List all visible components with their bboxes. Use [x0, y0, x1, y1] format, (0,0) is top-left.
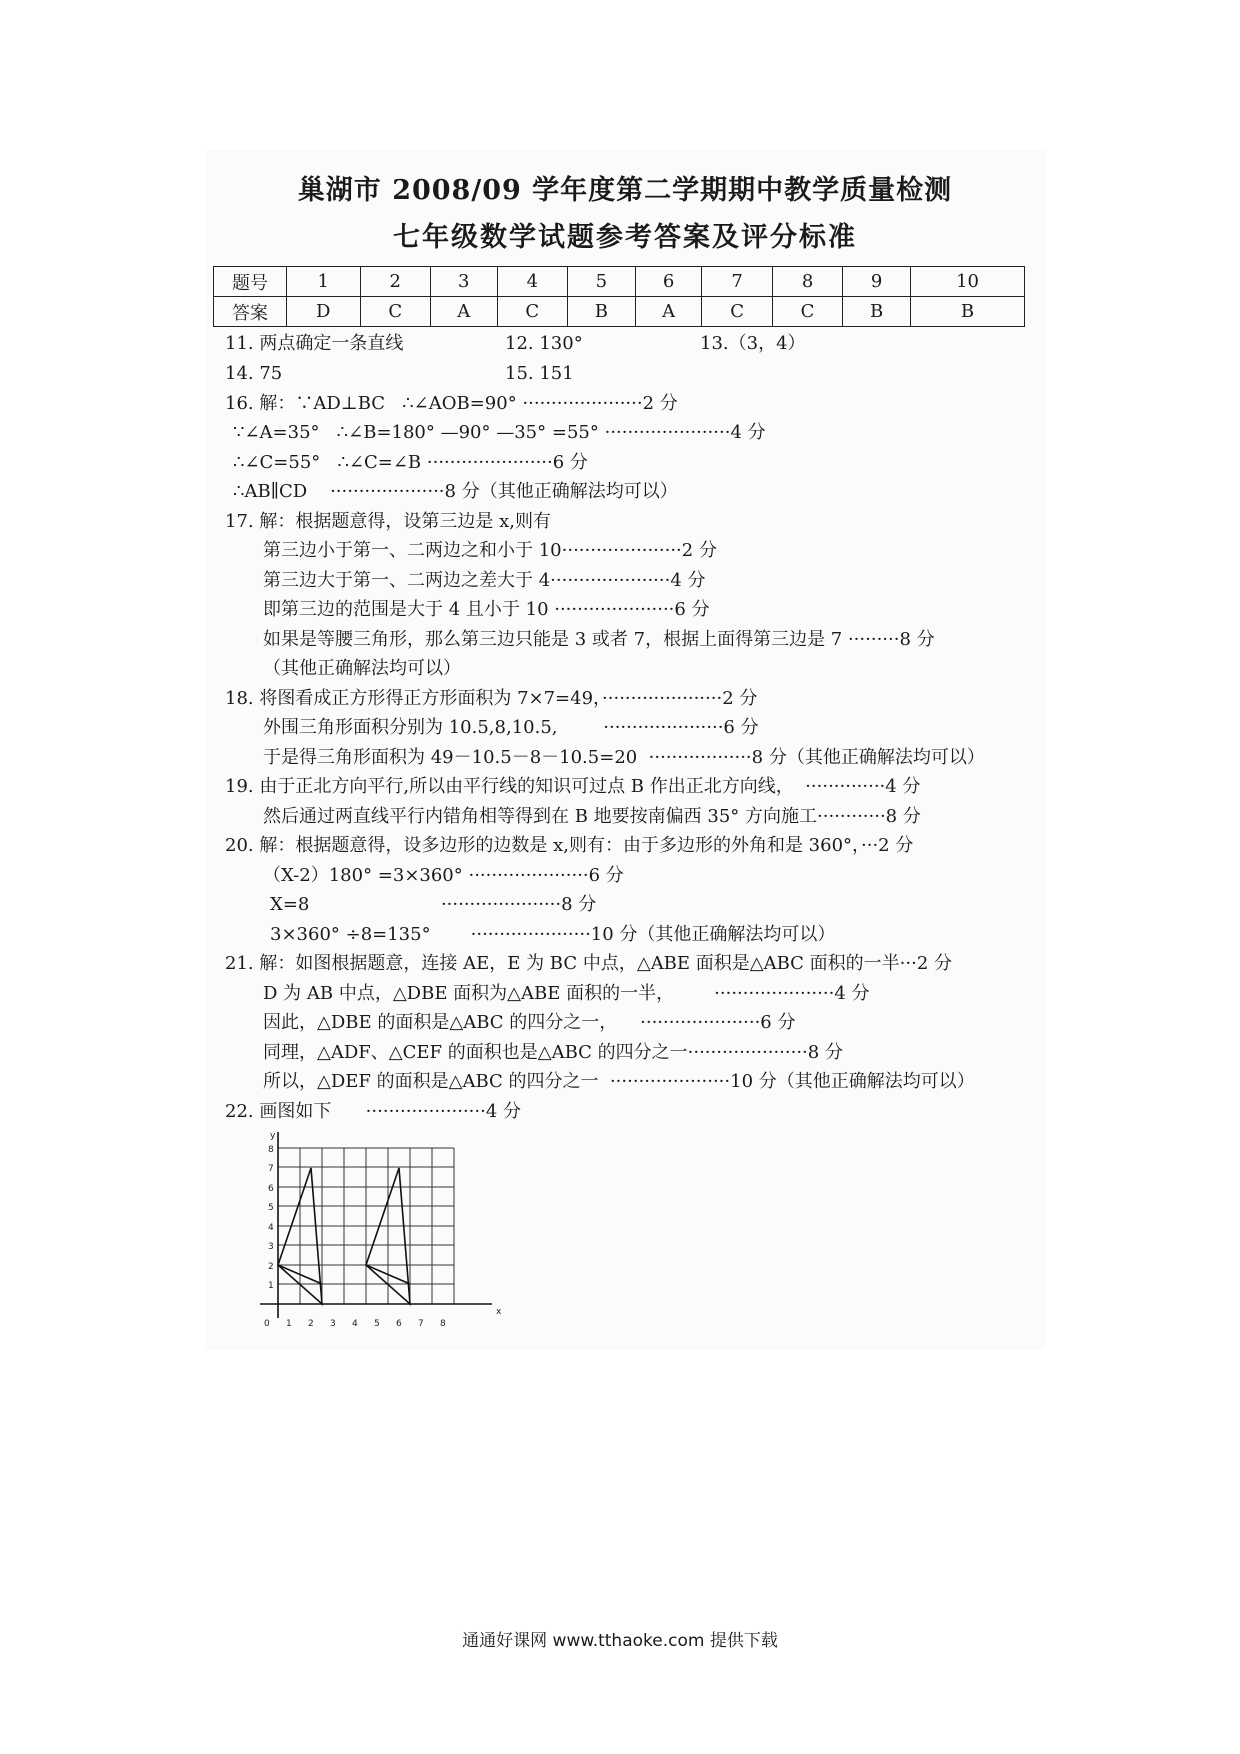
answer-21-line-1: 21. 解：如图根据题意，连接 AE，E 为 BC 中点，△ABE 面积是△ABC 面积的一半···2 分 — [225, 953, 953, 974]
answer-21-line-2: D 为 AB 中点，△DBE 面积为△ABE 面积的一半， ·····················4 分 — [263, 983, 870, 1004]
table-cell: 10 — [911, 267, 1025, 297]
answer-22: 22. 画图如下 ·····················4 分 — [225, 1101, 522, 1122]
answer-20-line-2: （X-2）180° =3×360° ·····················6 分 — [263, 865, 624, 886]
origin-label: 0 — [264, 1319, 270, 1329]
table-row-numbers — [214, 267, 1025, 297]
table-cell: A — [635, 297, 702, 327]
answer-17-line-3: 第三边大于第一、二两边之差大于 4·····················4 分 — [263, 570, 706, 591]
table-cell: C — [497, 297, 567, 327]
table-row-answers — [214, 297, 1025, 327]
table-cell: C — [772, 297, 842, 327]
y-tick-label: 1 — [268, 1281, 274, 1291]
table-cell: B — [911, 297, 1025, 327]
table-cell: 8 — [772, 267, 842, 297]
table-cell: C — [702, 297, 772, 327]
answer-16-line-3: ∴∠C=55° ∴∠C=∠B ······················6 分 — [233, 452, 588, 473]
table-header-number: 题号 — [214, 267, 287, 297]
y-tick-label: 8 — [268, 1145, 274, 1155]
x-tick-label: 4 — [352, 1319, 358, 1329]
footer-credit: 通通好课网 www.tthaoke.com 提供下载 — [462, 1631, 778, 1651]
table-cell: 2 — [360, 267, 430, 297]
y-tick-label: 2 — [268, 1262, 274, 1272]
table-cell: 7 — [702, 267, 772, 297]
answer-19-line-2: 然后通过两直线平行内错角相等得到在 B 地要按南偏西 35° 方向施工············8 分 — [263, 806, 921, 827]
document-title: 巢湖市 2008/09 学年度第二学期期中教学质量检测 — [297, 175, 953, 206]
answer-16-line-2: ∵∠A=35° ∴∠B=180° —90° —35° =55° ······················4 分 — [233, 422, 766, 443]
y-tick-label: 3 — [268, 1242, 274, 1252]
answer-12: 12. 130° — [505, 333, 583, 354]
y-axis-label: y — [270, 1131, 276, 1141]
x-tick-label: 8 — [440, 1319, 446, 1329]
answer-19-line-1: 19. 由于正北方向平行,所以由平行线的知识可过点 B 作出正北方向线， ··············4 分 — [225, 776, 921, 797]
table-cell: A — [430, 297, 497, 327]
y-tick-label: 7 — [268, 1164, 274, 1174]
answer-20-line-3: X=8 ·····················8 分 — [270, 894, 597, 915]
x-tick-label: 5 — [374, 1319, 380, 1329]
answer-16-line-1: 16. 解：∵AD⊥BC ∴∠AOB=90° ·····················2 分 — [225, 393, 678, 414]
answer-21-line-3: 因此，△DBE 的面积是△ABC 的四分之一， ·····················6 分 — [263, 1012, 796, 1033]
answer-17-line-2: 第三边小于第一、二两边之和小于 10·····················2 分 — [263, 540, 717, 561]
y-tick-label: 5 — [268, 1203, 274, 1213]
table-cell: 3 — [430, 267, 497, 297]
answer-11: 11. 两点确定一条直线 — [225, 333, 404, 354]
answer-15: 15. 151 — [505, 363, 574, 384]
answer-21-line-5: 所以，△DEF 的面积是△ABC 的四分之一 ·····················10 分（其他正确解法均可以） — [263, 1071, 975, 1092]
x-tick-label: 2 — [308, 1319, 314, 1329]
answer-18-line-2: 外围三角形面积分别为 10.5,8,10.5, ·····················6 分 — [263, 717, 759, 738]
table-cell: C — [360, 297, 430, 327]
table-header-answer: 答案 — [214, 297, 287, 327]
answer-17-line-5: 如果是等腰三角形，那么第三边只能是 3 或者 7，根据上面得第三边是 7 ·········8 分 — [263, 629, 935, 650]
answer-16-line-4: ∴AB∥CD ····················8 分（其他正确解法均可以） — [233, 481, 678, 502]
x-tick-label: 1 — [286, 1319, 292, 1329]
table-cell: D — [287, 297, 361, 327]
answer-20-line-1: 20. 解：根据题意得，设多边形的边数是 x,则有：由于多边形的外角和是 360°，···2 分 — [225, 835, 914, 856]
x-axis-label: x — [496, 1307, 502, 1317]
answer-table — [213, 266, 1025, 327]
y-tick-label: 4 — [268, 1223, 274, 1233]
answer-17-line-6: （其他正确解法均可以） — [263, 658, 461, 679]
table-cell: 4 — [497, 267, 567, 297]
table-cell: B — [567, 297, 635, 327]
table-cell: 9 — [843, 267, 911, 297]
table-cell: B — [843, 297, 911, 327]
answer-18-line-1: 18. 将图看成正方形得正方形面积为 7×7=49，·····················2 分 — [225, 688, 758, 709]
axes — [260, 1132, 492, 1318]
coordinate-graph — [260, 1128, 510, 1338]
table-cell: 1 — [287, 267, 361, 297]
x-tick-label: 3 — [330, 1319, 336, 1329]
answer-13: 13.（3，4） — [700, 333, 806, 354]
y-tick-label: 6 — [268, 1184, 274, 1194]
answer-18-line-3: 于是得三角形面积为 49－10.5－8－10.5=20 ··················8 分（其他正确解法均可以） — [263, 747, 985, 768]
answer-17-line-4: 即第三边的范围是大于 4 且小于 10 ·····················6 分 — [263, 599, 710, 620]
table-cell: 5 — [567, 267, 635, 297]
table-cell: 6 — [635, 267, 702, 297]
answer-21-line-4: 同理，△ADF、△CEF 的面积也是△ABC 的四分之一·····················8 分 — [263, 1042, 843, 1063]
x-tick-label: 6 — [396, 1319, 402, 1329]
answer-14: 14. 75 — [225, 363, 283, 384]
answer-20-line-4: 3×360° ÷8=135° ·····················10 分（其他正确解法均可以） — [270, 924, 836, 945]
answer-17-line-1: 17. 解：根据题意得，设第三边是 x,则有 — [225, 511, 551, 532]
document-subtitle: 七年级数学试题参考答案及评分标准 — [393, 222, 857, 253]
x-tick-label: 7 — [418, 1319, 424, 1329]
